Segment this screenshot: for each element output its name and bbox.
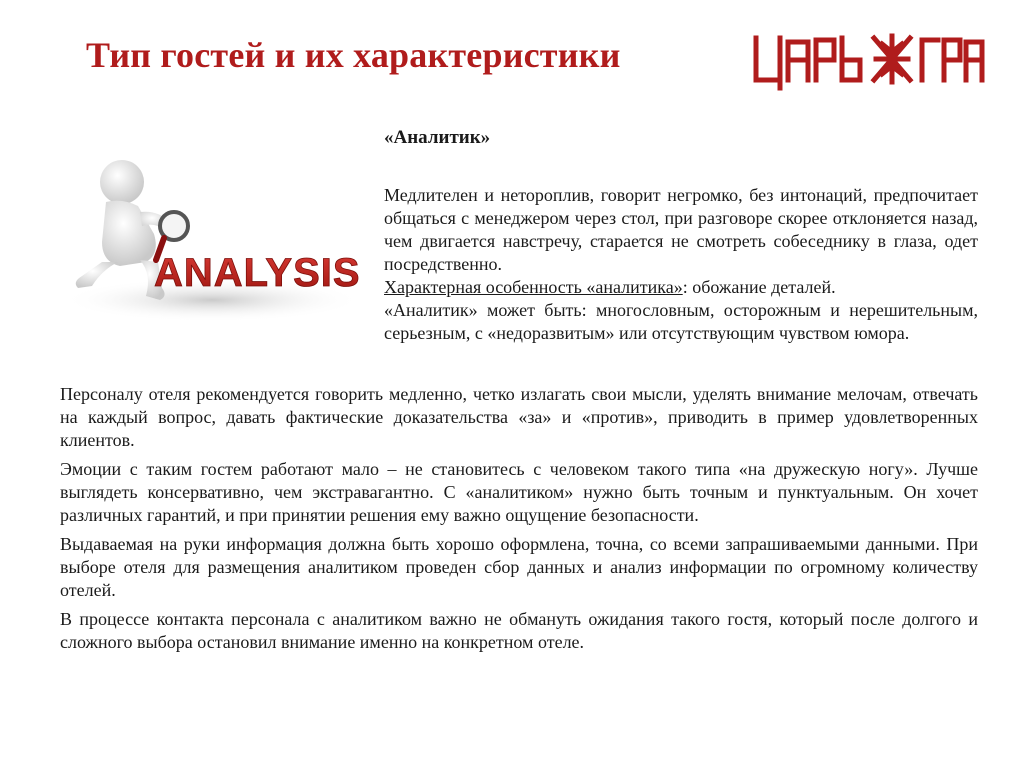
- traits-text: «Аналитик» может быть: многословным, осторожным и нерешительным, серьезным, с «недоразвитым» или отсутствующим чувством юмора.: [384, 300, 978, 343]
- analysis-word: ANALYSIS: [154, 251, 361, 295]
- logo: [752, 30, 990, 92]
- description-text: Медлителен и нетороплив, говорит негромко, без интонаций, предпочитает общаться с менеджером через стол, при разговоре скорее отклоняется назад, чем двигается навстречу, старается не смотреть собеседнику в глаза, одет посредственно.: [384, 185, 978, 274]
- logo-text: ЦАРЬ ГРАД: [752, 30, 758, 31]
- feature-value: : обожание деталей.: [682, 277, 836, 297]
- analysis-illustration: [62, 150, 378, 330]
- feature-label: Характерная особенность «аналитика»: [384, 277, 683, 297]
- paragraph-2: Эмоции с таким гостем работают мало – не становитесь с человеком такого типа «на дружескую ногу». Лучше выглядеть консервативно, чем экстравагантно. С «аналитиком» нужно быть точным и пунктуальным. Он хочет различных гарантий, и при принятии решения ему важно ощущение безопасности.: [60, 459, 978, 525]
- paragraph-1: Персоналу отеля рекомендуется говорить медленно, четко излагать свои мысли, уделять внимание мелочам, отвечать на каждый вопрос, давать фактические доказательства «за» и «против», приводить в пример удовлетворенных клиентов.: [60, 384, 978, 450]
- body-text: [60, 383, 978, 660]
- paragraph-4: В процессе контакта персонала с аналитиком важно не обмануть ожидания такого гостя, который после долгого и сложного выбора остановил внимание именно на конкретном отеле.: [60, 609, 978, 652]
- page-title: Тип гостей и их характеристики: [86, 35, 621, 75]
- description-block: [384, 184, 978, 345]
- feature-line: [384, 276, 978, 299]
- section-subtitle: «Аналитик»: [384, 127, 491, 148]
- paragraph-3: Выдаваемая на руки информация должна быть хорошо оформлена, точна, со всеми запрашиваемыми данными. При выборе отеля для размещения аналитиком проведен сбор данных и анализ информации по огромному количеству отелей.: [60, 534, 978, 600]
